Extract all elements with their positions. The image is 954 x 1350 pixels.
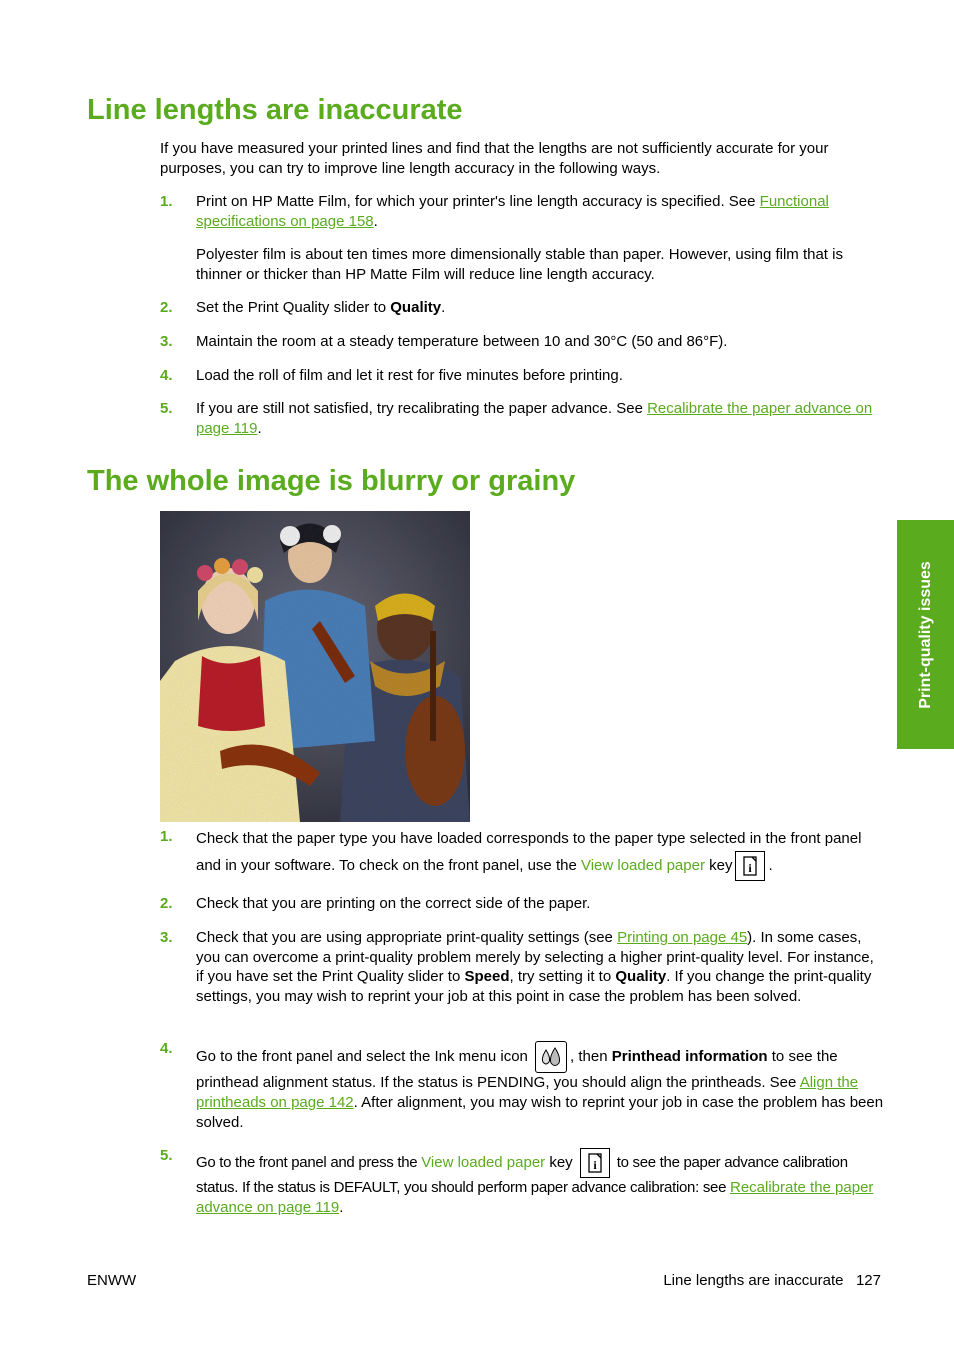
item-text: , try setting it to bbox=[509, 968, 616, 985]
item-bold: Quality bbox=[615, 968, 667, 985]
list-number: 2. bbox=[160, 299, 173, 316]
item-text: , then bbox=[570, 1047, 612, 1065]
view-loaded-paper-label: View loaded paper bbox=[580, 856, 705, 874]
svg-text:i: i bbox=[593, 1158, 597, 1172]
item-text: . bbox=[373, 212, 378, 230]
intro-paragraph: If you have measured your printed lines and find that the lengths are not sufficiently accurate for your purposes, you can try to improve line length accuracy in the following ways. bbox=[160, 140, 829, 177]
list-item bbox=[160, 399, 885, 438]
list-item bbox=[160, 366, 885, 386]
item-text: Check that the paper type you have loaded corresponds to the paper type selected in the front panel and in your software. To check on the front panel, use the bbox=[196, 830, 862, 874]
list-number: 1. bbox=[160, 828, 173, 845]
item-note: Polyester film is about ten times more dimensionally stable than paper. However, using film that is thinner or thicker than HP Matte Film will reduce line length accuracy. bbox=[196, 246, 843, 283]
section-title-line-lengths: Line lengths are inaccurate bbox=[87, 94, 463, 126]
footer-left: ENWW bbox=[87, 1272, 137, 1289]
chapter-side-tab[interactable] bbox=[897, 520, 954, 749]
example-grainy-photo bbox=[160, 511, 470, 822]
item-text: . bbox=[339, 1199, 344, 1216]
list-number: 1. bbox=[160, 193, 173, 210]
item-text: key bbox=[704, 856, 733, 874]
footer-right: Line lengths are inaccurate 127 bbox=[663, 1272, 881, 1289]
item-bold: Printhead information bbox=[611, 1047, 768, 1065]
info-key-icon bbox=[580, 1148, 610, 1178]
list-item bbox=[160, 928, 885, 1006]
list-number: 3. bbox=[160, 929, 173, 946]
svg-text:i: i bbox=[748, 861, 753, 875]
list-number: 5. bbox=[160, 1147, 173, 1164]
item-text: Set the Print Quality slider to bbox=[196, 299, 391, 316]
ink-drops-icon bbox=[535, 1041, 567, 1073]
item-text: to see the printhead alignment status. If the status is PENDING, you should align the printheads. See bbox=[196, 1047, 838, 1091]
item-text: Maintain the room at a steady temperature between 10 and 30°C (50 and 86°F). bbox=[196, 333, 728, 350]
link-printing[interactable]: Printing on page 45 bbox=[617, 929, 748, 946]
item-text: If you are still not satisfied, try recalibrating the paper advance. See bbox=[196, 400, 648, 417]
list-number: 5. bbox=[160, 400, 173, 417]
item-text: Load the roll of film and let it rest for five minutes before printing. bbox=[196, 367, 623, 384]
link-recalibrate-paper-advance[interactable]: Recalibrate the paper advance on page 119 bbox=[196, 400, 873, 437]
side-tab-label: Print-quality issues bbox=[916, 560, 934, 709]
list-number: 3. bbox=[160, 333, 173, 350]
item-text: Go to the front panel and press the bbox=[196, 1153, 422, 1171]
item-text: Check that you are printing on the correct side of the paper. bbox=[196, 895, 591, 912]
item-text: ). In some cases, you can overcome a print-quality problem merely by selecting a higher print-quality level. For instance, if you have set the Print Quality slider to bbox=[196, 929, 874, 985]
item-bold: Quality bbox=[390, 299, 442, 316]
list-item bbox=[160, 192, 885, 284]
list-item bbox=[160, 827, 885, 881]
item-text: . bbox=[257, 419, 262, 437]
list-number: 2. bbox=[160, 895, 173, 912]
photo-illustration bbox=[160, 511, 470, 822]
item-text: Print on HP Matte Film, for which your printer's line length accuracy is specified. See bbox=[196, 193, 760, 210]
view-loaded-paper-label: View loaded paper bbox=[421, 1153, 546, 1171]
item-text: . After alignment, you may wish to reprint your job in case the problem has been solved. bbox=[196, 1094, 884, 1131]
item-text: to see the paper advance calibration status. If the status is DEFAULT, you should perform paper advance calibration: see bbox=[196, 1153, 848, 1196]
item-text: . bbox=[441, 299, 446, 316]
item-bold: Speed bbox=[464, 968, 510, 985]
list-item bbox=[160, 1039, 885, 1133]
list-number: 4. bbox=[160, 367, 173, 384]
item-text: . bbox=[768, 856, 773, 874]
list-item bbox=[160, 894, 885, 914]
link-functional-specifications[interactable]: Functional specifications on page 158 bbox=[196, 193, 829, 230]
list-item bbox=[160, 1146, 885, 1218]
item-text: Go to the front panel and select the Ink menu icon bbox=[196, 1047, 533, 1065]
list-item bbox=[160, 298, 885, 318]
link-recalibrate-paper-advance[interactable]: Recalibrate the paper advance on page 119 bbox=[196, 1179, 874, 1216]
item-text: Check that you are using appropriate print-quality settings (see bbox=[196, 929, 618, 946]
section-title-blurry-grainy: The whole image is blurry or grainy bbox=[87, 465, 576, 497]
info-key-icon bbox=[735, 851, 765, 881]
list-item bbox=[160, 332, 885, 352]
item-text: . If you change the print-quality settings, you may wish to reprint your job at this point in case the problem has been solved. bbox=[196, 968, 872, 1005]
list-number: 4. bbox=[160, 1040, 173, 1057]
link-align-printheads[interactable]: Align the printheads on page 142 bbox=[196, 1074, 859, 1111]
item-text: key bbox=[545, 1153, 577, 1171]
